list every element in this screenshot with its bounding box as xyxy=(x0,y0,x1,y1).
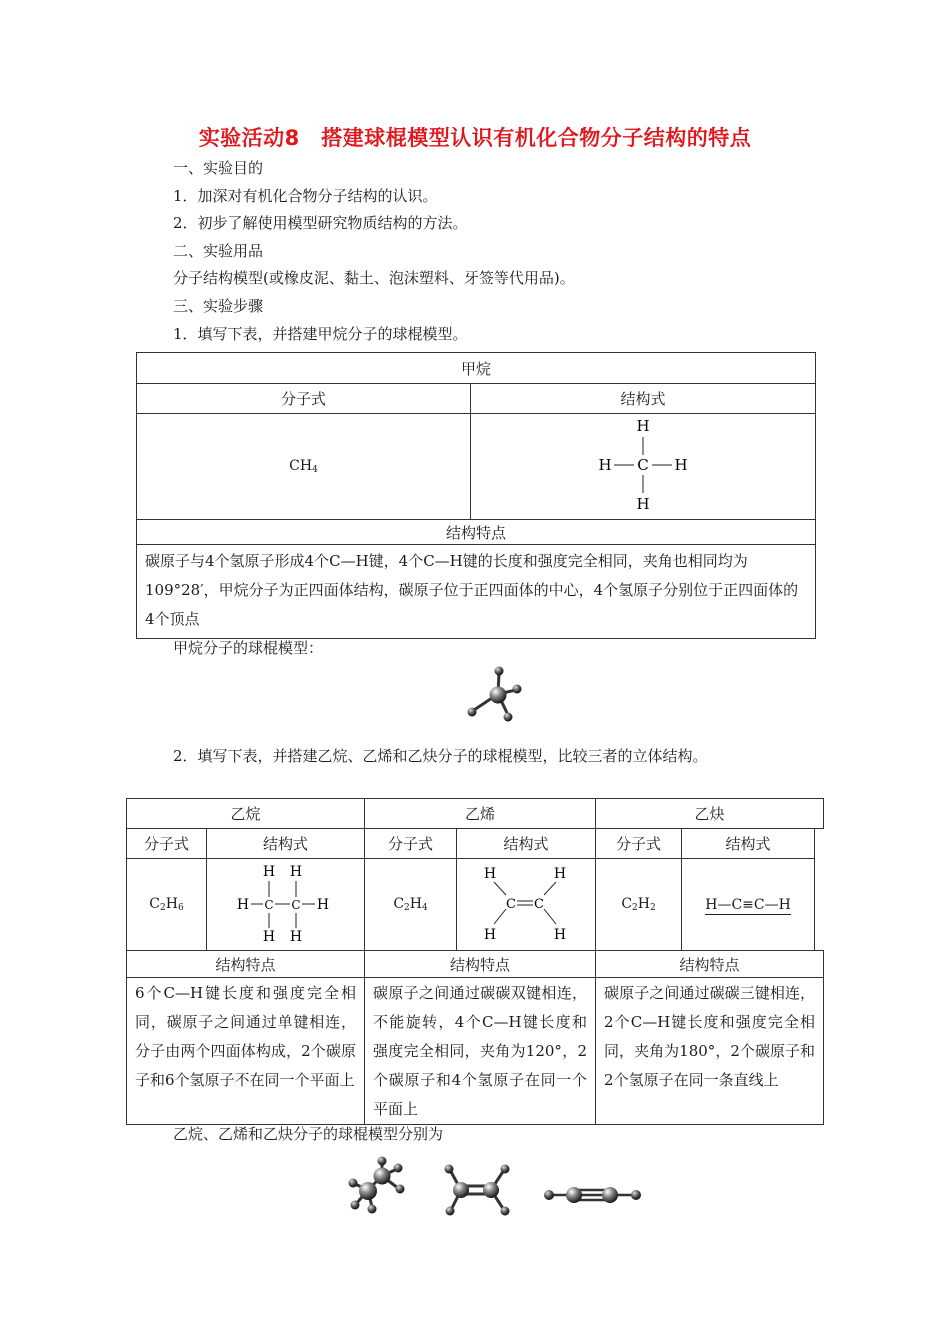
methane-features-text: 碳原子与4个氢原子形成4个C—H键，4个C—H键的长度和强度完全相同，夹角也相同均为109°28′，甲烷分子为正四面体结构，碳原子位于正四面体的中心，4个氢原子分别位于正四面体的4个顶点 xyxy=(137,545,816,639)
purpose-item-1: 1．加深对有机化合物分子结构的认识。 xyxy=(173,187,438,205)
step-2-text: 2．填写下表，并搭建乙烷、乙烯和乙炔分子的球棍模型，比较三者的立体结构。 xyxy=(173,747,708,765)
ethane-structural-formula xyxy=(211,861,361,945)
ethyne-structural-formula: H—C≡C—H xyxy=(705,896,791,913)
methane-table xyxy=(136,352,816,639)
ethene-h-atom: H xyxy=(553,865,567,882)
ethane-formula-cell xyxy=(127,859,207,951)
ethene-formula-c: C xyxy=(393,896,405,912)
page-title: 实验活动8 搭建球棍模型认识有机化合物分子结构的特点 xyxy=(198,126,752,150)
purpose-item-2: 2．初步了解使用模型研究物质结构的方法。 xyxy=(173,214,468,232)
ethane-formula-sub1: 2 xyxy=(160,903,166,913)
methane-structure-header: 结构式 xyxy=(471,384,816,414)
ethene-ball-stick-model xyxy=(440,1162,520,1218)
table-edge-gap xyxy=(815,829,824,859)
ethane-formula-header: 分子式 xyxy=(127,829,207,859)
ethane-h-atom xyxy=(368,1205,377,1214)
ethyne-name-cell: 乙炔 xyxy=(596,799,824,829)
ethene-c-atom: C xyxy=(506,896,516,912)
ethyne-features-text: 碳原子之间通过碳碳三键相连，2个C—H键长度和强度完全相同，夹角为180°，2个碳原子和2个氢原子在同一条直线上 xyxy=(596,978,824,1125)
ethyne-h-atom xyxy=(544,1190,554,1200)
ethene-formula-cell xyxy=(365,859,457,951)
ethyne-formula-sub2: 2 xyxy=(650,903,656,913)
models-label: 乙烷、乙烯和乙炔分子的球棍模型分别为 xyxy=(173,1125,444,1143)
ethane-features-text: 6个C—H键长度和强度完全相同，碳原子之间通过单键相连，分子由两个四面体构成，2个碳原子和6个氢原子不在同一个平面上 xyxy=(127,978,365,1125)
methane-structure-cell xyxy=(471,414,816,520)
ethyne-features-header: 结构特点 xyxy=(596,951,824,978)
methane-ball-stick-model xyxy=(460,662,530,724)
ethene-formula-sub2: 4 xyxy=(421,903,428,913)
ethyne-c-atom xyxy=(602,1187,618,1203)
ethene-h-atom xyxy=(501,1165,510,1174)
ethene-name-cell: 乙烯 xyxy=(365,799,596,829)
ethane-c-atom: C xyxy=(263,897,274,912)
ethyne-formula-header: 分子式 xyxy=(596,829,682,859)
ethene-h-atom: H xyxy=(483,926,497,943)
ethene-structure-cell xyxy=(457,859,596,951)
ethene-structure-header: 结构式 xyxy=(457,829,596,859)
ethane-h-atom: H xyxy=(289,863,302,880)
methane-h-atom xyxy=(504,713,513,722)
methane-h-atom xyxy=(495,667,504,676)
methane-structural-formula xyxy=(583,415,703,515)
methane-model-label: 甲烷分子的球棍模型： xyxy=(173,639,324,657)
methane-h-right: H xyxy=(674,455,688,474)
ethane-h-atom xyxy=(378,1157,387,1166)
hydrocarbon-table xyxy=(126,798,824,1125)
table-edge-gap xyxy=(815,859,824,951)
ethane-h-atom: H xyxy=(236,896,249,913)
ethene-c-atom: C xyxy=(534,896,544,912)
ethyne-h-atom xyxy=(631,1190,641,1200)
ethane-h-atom xyxy=(396,1185,405,1194)
ethane-formula-c: C xyxy=(149,896,161,912)
ethane-name-cell: 乙烷 xyxy=(127,799,365,829)
ethyne-ball-stick-model xyxy=(540,1182,646,1208)
ethyne-formula-cell xyxy=(596,859,682,951)
ethane-h-atom: H xyxy=(289,928,302,945)
methane-h-atom xyxy=(513,685,522,694)
methane-formula-sub: 4 xyxy=(312,465,318,475)
ethane-c-atom xyxy=(359,1182,377,1200)
ethane-structure-cell xyxy=(207,859,365,951)
methane-c: C xyxy=(637,455,649,474)
ethyne-formula-c: C xyxy=(621,896,633,912)
ethane-h-atom: H xyxy=(262,863,275,880)
ethene-h-atom xyxy=(445,1165,454,1174)
methane-c-atom xyxy=(490,687,507,704)
ethane-h-atom: H xyxy=(316,896,329,913)
methane-h-atom xyxy=(468,708,477,717)
ethane-ball-stick-model xyxy=(342,1154,412,1216)
ethene-h-atom xyxy=(501,1207,510,1216)
section-heading-materials: 二、实验用品 xyxy=(173,242,264,260)
ethane-formula-sub2: 6 xyxy=(177,903,184,913)
materials-text: 分子结构模型(或橡皮泥、黏土、泡沫塑料、牙签等代用品)。 xyxy=(173,269,575,287)
methane-formula-cell xyxy=(137,414,471,520)
ethyne-structure-cell xyxy=(682,859,815,951)
methane-formula-main: CH xyxy=(289,458,313,474)
methane-h-bottom: H xyxy=(636,494,650,513)
ethane-c-atom: C xyxy=(290,897,301,912)
ethane-features-header: 结构特点 xyxy=(127,951,365,978)
step-1-text: 1．填写下表，并搭建甲烷分子的球棍模型。 xyxy=(173,325,468,343)
ethene-c-atom xyxy=(453,1182,469,1198)
ethene-formula-sub1: 2 xyxy=(404,903,410,913)
methane-h-left: H xyxy=(598,455,612,474)
ethyne-formula-sub1: 2 xyxy=(632,903,638,913)
ethane-formula-h: H xyxy=(165,896,178,912)
ethane-h-atom xyxy=(349,1179,358,1188)
ethene-features-header: 结构特点 xyxy=(365,951,596,978)
ethene-c-atom xyxy=(483,1182,499,1198)
ethane-h-atom xyxy=(394,1164,403,1173)
methane-formula-header: 分子式 xyxy=(137,384,471,414)
methane-h-top: H xyxy=(636,416,650,435)
ethene-features-text: 碳原子之间通过碳碳双键相连，不能旋转，4个C—H键长度和强度完全相同，夹角为120°，2个碳原子和4个氢原子在同一个平面上 xyxy=(365,978,596,1125)
ethene-h-atom: H xyxy=(483,865,497,882)
ethyne-structure-header: 结构式 xyxy=(682,829,815,859)
methane-name-cell: 甲烷 xyxy=(137,353,816,384)
ethane-h-atom xyxy=(351,1201,360,1210)
section-heading-purpose: 一、实验目的 xyxy=(173,159,264,177)
ethene-h-atom: H xyxy=(553,926,567,943)
ethene-structural-formula xyxy=(466,861,586,945)
ethene-formula-header: 分子式 xyxy=(365,829,457,859)
ethene-formula-h: H xyxy=(409,896,422,912)
ethane-h-atom: H xyxy=(262,928,275,945)
ethyne-formula-h: H xyxy=(637,896,650,912)
ethyne-c-atom xyxy=(566,1187,582,1203)
ethane-c-atom xyxy=(374,1168,391,1185)
ethane-structure-header: 结构式 xyxy=(207,829,365,859)
section-heading-steps: 三、实验步骤 xyxy=(173,297,264,315)
methane-features-header: 结构特点 xyxy=(137,520,816,545)
ethene-h-atom xyxy=(446,1207,455,1216)
